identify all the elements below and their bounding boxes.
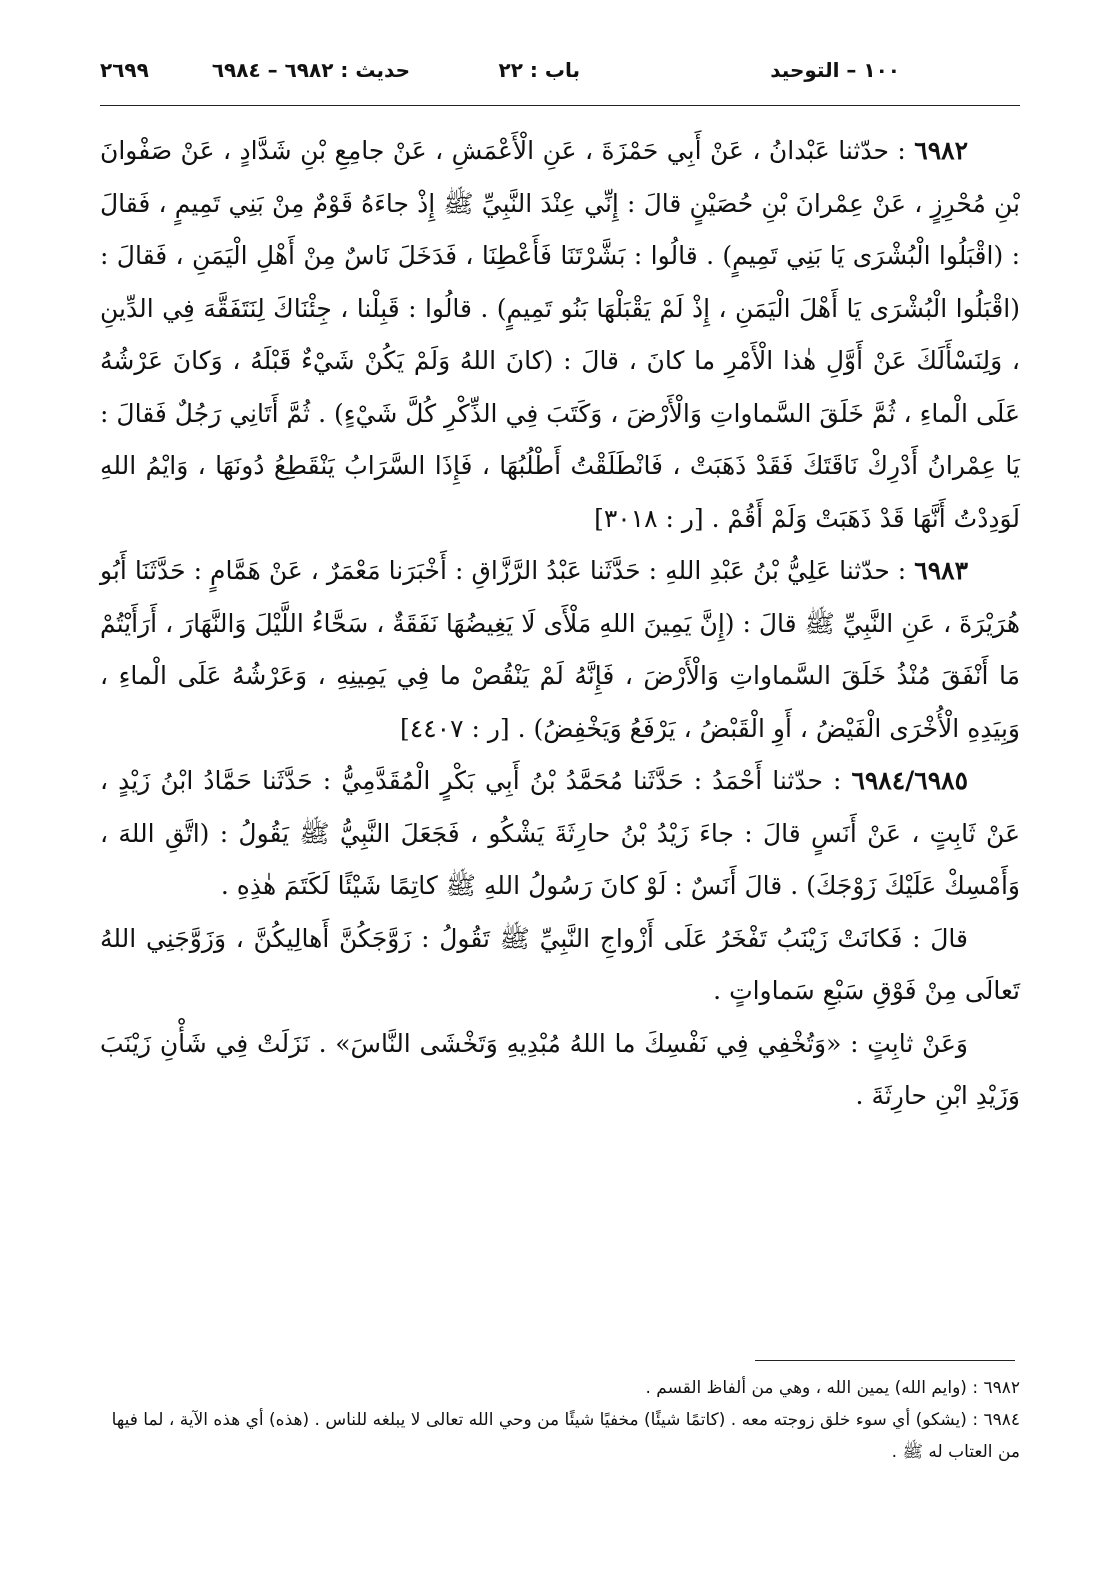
section-number: باب : ٢٢ bbox=[498, 58, 580, 82]
footnotes bbox=[100, 1372, 1020, 1468]
header-divider bbox=[100, 105, 1020, 106]
footnote-6984: ٦٩٨٤ : (يشكو) أي سوء خلق زوجته معه . (كاتمًا شيئًا) مخفيًا شيئًا من وحي الله تعالى لا يبلغه للناس . (هذه) أي هذه الآية ، لما فيها من العتاب له ﷺ . bbox=[111, 1410, 1020, 1462]
hadith-text: : حدّثنا عَلِيُّ بْنُ عَبْدِ اللهِ : حَدَّثَنا عَبْدُ الرَّزَّاقِ : أَخْبَرَنا مَعْمَرٌ ، عَنْ هَمَّامٍ : حَدَّثَنَا أَبُو هُرَيْرَةَ ، عَنِ النَّبِيِّ ﷺ قالَ : (إِنَّ يَمِينَ اللهِ مَلْأَى لَا يَغِيضُهَا نَفَقَةٌ ، سَحَّاءُ اللَّيْلَ وَالنَّهَارَ ، أَرَأَيْتُمْ مَا أَنْفَقَ مُنْذُ خَلَقَ السَّماواتِ وَالْأَرْضَ ، فَإِنَّهُ لَمْ يَنْقُصْ ما فِي يَمِينِهِ ، وَعَرْشُهُ عَلَى الْماءِ ، وَبِيَدِهِ الْأُخْرَى الْفَيْضُ ، أَوِ الْقَبْضُ ، يَرْفَعُ وَيَخْفِضُ) . [ر : ٤٤٠٧] bbox=[100, 556, 1020, 743]
hadith-number: ٦٩٨٤/٦٩٨٥ bbox=[851, 766, 968, 795]
paragraph-thabit: وَعَنْ ثابِتٍ : «وَتُخْفِي فِي نَفْسِكَ ما اللهُ مُبْدِيهِ وَتَخْشَى النَّاسَ» . نَزَلَتْ فِي شَأْنِ زَيْنَبَ وَزَيْدِ ابْنِ حارِثَةَ . bbox=[100, 1028, 1020, 1110]
hadith-number: ٦٩٨٣ bbox=[914, 556, 968, 585]
hadith-text: : حدّثنا أَحْمَدُ : حَدَّثَنا مُحَمَّدُ بْنُ أَبِي بَكْرٍ الْمُقَدَّمِيُّ : حَدَّثَنا حَمَّادُ ابْنُ زَيْدٍ ، عَنْ ثَابِتٍ ، عَنْ أَنَسٍ قالَ : جاءَ زَيْدُ بْنُ حارِثَةَ يَشْكُو ، فَجَعَلَ النَّبِيُّ ﷺ يَقُولُ : (اتَّقِ اللهَ ، وَأَمْسِكْ عَلَيْكَ زَوْجَكَ) . قالَ أَنَسٌ : لَوْ كانَ رَسُولُ اللهِ ﷺ كاتِمًا شَيْئًا لَكَتَمَ هٰذِهِ . bbox=[100, 766, 1020, 900]
hadith-6983 bbox=[100, 545, 1020, 755]
hadith-text: : حدّثنا عَبْدانُ ، عَنْ أَبِي حَمْزَةَ ، عَنِ الْأَعْمَشِ ، عَنْ جامِعِ بْنِ شَدَّادٍ ، عَنْ صَفْوانَ بْنِ مُحْرِزٍ ، عَنْ عِمْرانَ بْنِ حُصَيْنٍ قالَ : إِنِّي عِنْدَ النَّبِيِّ ﷺ إِذْ جاءَهُ قَوْمٌ مِنْ بَنِي تَمِيمٍ ، فَقالَ : (اقْبَلُوا الْبُشْرَى يَا بَنِي تَمِيمٍ) . قالُوا : بَشَّرْتَنَا فَأَعْطِنَا ، فَدَخَلَ نَاسٌ مِنْ أَهْلِ الْيَمَنِ ، فَقالَ : (اقْبَلُوا الْبُشْرَى يَا أَهْلَ الْيَمَنِ ، إِذْ لَمْ يَقْبَلْهَا بَنُو تَمِيمٍ) . قالُوا : قَبِلْنا ، جِئْنَاكَ لِنَتَفَقَّهَ فِي الدِّينِ ، وَلِنَسْأَلَكَ عَنْ أَوَّلِ هٰذا الْأَمْرِ ما كانَ ، قالَ : (كانَ اللهُ وَلَمْ يَكُنْ شَيْءٌ قَبْلَهُ ، وَكانَ عَرْشُهُ عَلَى الْماءِ ، ثُمَّ خَلَقَ السَّماواتِ وَالْأَرْضَ ، وَكَتَبَ فِي الذِّكْرِ كُلَّ شَيْءٍ) . ثُمَّ أَتَانِي رَجُلٌ فَقالَ : يَا عِمْرانُ أَدْرِكْ نَاقَتَكَ فَقَدْ ذَهَبَتْ ، فَانْطَلَقْتُ أَطْلُبُهَا ، فَإِذَا السَّرَابُ يَنْقَطِعُ دُونَهَا ، وَايْمُ اللهِ لَوَدِدْتُ أَنَّهَا قَدْ ذَهَبَتْ وَلَمْ أَقُمْ . [ر : ٣٠١٨] bbox=[100, 136, 1020, 533]
hadith-6984 bbox=[100, 755, 1020, 913]
main-text bbox=[100, 125, 1020, 1123]
hadith-range: حديث : ٦٩٨٢ – ٦٩٨٤ bbox=[211, 58, 410, 82]
chapter-title: ١٠٠ – التوحيد bbox=[770, 58, 900, 82]
hadith-6982 bbox=[100, 125, 1020, 545]
footnote-divider bbox=[755, 1360, 1015, 1361]
paragraph-zaynab: قالَ : فَكانَتْ زَيْنَبُ تَفْخَرُ عَلَى أَزْواجِ النَّبِيِّ ﷺ تَقُولُ : زَوَّجَكُنَّ أَهالِيكُنَّ ، وَزَوَّجَنِي اللهُ تَعالَى مِنْ فَوْقِ سَبْعِ سَماواتٍ . bbox=[100, 923, 1020, 1005]
hadith-number: ٦٩٨٢ bbox=[914, 136, 968, 165]
page-header bbox=[100, 50, 1020, 100]
page-number: ٢٦٩٩ bbox=[100, 58, 149, 82]
footnote-6982: ٦٩٨٢ : (وايم الله) يمين الله ، وهي من ألفاظ القسم . bbox=[645, 1378, 1020, 1398]
